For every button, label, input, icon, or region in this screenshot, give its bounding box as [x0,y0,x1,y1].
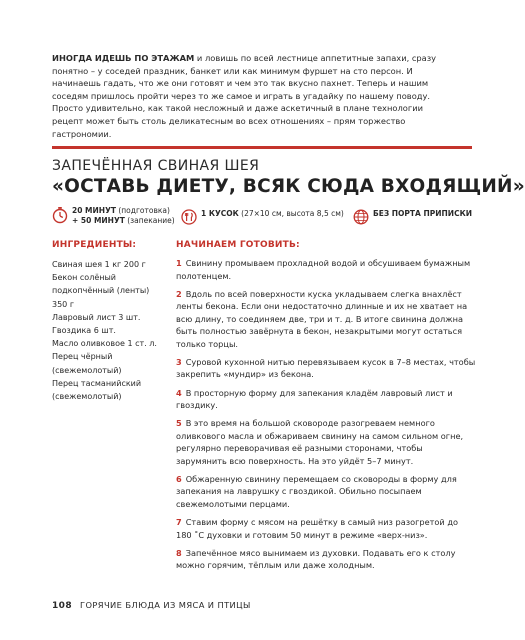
globe-icon [353,209,369,225]
intro-text: и ловишь по всей лестнице аппетитные запахи, сразу понятно – у соседей праздник, банкет или как минимум фуршет на сто персон. И начинаешь гадать, что же они готовят и чем это так вкусно пахнет. Теперь и нашим соседям пришлось пройти через то же самое и играть в угадайку по нашему поводу. Просто удивительно, как такой несложный и даже аскетичный в плане технологии рецепт может быть столь деликатесным во всех отношениях – прям торжество гастрономии. [52,53,437,139]
servings-value: 1 КУСОК [201,209,239,218]
servings-note: (27×10 см, высота 8,5 см) [238,209,344,218]
ingredient-item: 350 г [52,299,75,309]
ingredient-item: подкопчённый (ленты) [52,286,150,296]
steps-heading: НАЧИНАЕМ ГОТОВИТЬ: [176,240,300,250]
ingredients-heading: ИНГРЕДИЕНТЫ: [52,240,137,250]
ingredient-item: (свежемолотый) [52,392,122,402]
time-bake-value: + 50 МИНУТ [72,216,125,225]
meta-servings [181,209,344,225]
page-footer [52,600,251,611]
intro-paragraph [52,52,452,140]
ingredient-item: Перец чёрный [52,352,113,362]
step-item [176,288,476,351]
step-item [176,356,476,381]
time-bake-note: (запекание) [124,216,175,225]
page-number: 108 [52,601,72,611]
intro-lead: ИНОГДА ИДЕШЬ ПО ЭТАЖАМ [52,53,195,63]
step-number: 1 [176,258,182,268]
ingredient-item: Масло оливковое 1 ст. л. [52,339,157,349]
step-item [176,547,476,572]
time-prep-value: 20 МИНУТ [72,206,116,215]
step-number: 4 [176,387,182,398]
step-number: 3 [176,356,182,367]
step-item [176,417,476,467]
ingredient-item: Свиная шея 1 кг 200 г [52,260,146,269]
step-text: Свинину промываем прохладной водой и обсушиваем бумажным полотенцем. [176,258,471,281]
ingredient-item: Гвоздика 6 шт. [52,326,116,336]
step-item [176,387,476,412]
clock-icon [52,206,68,224]
recipe-title: «ОСТАВЬ ДИЕТУ, ВСЯК СЮДА ВХОДЯЩИЙ» [52,176,525,197]
ingredient-item: (свежемолотый) [52,365,122,375]
meta-time [52,206,175,226]
step-item [176,516,476,541]
step-text: Суровой кухонной нитью перевязываем кусок в 7–8 местах, чтобы закрепить «мундир» из бекона. [176,356,476,380]
ingredients-list [52,258,162,403]
step-number: 5 [176,418,182,429]
section-divider [52,146,472,149]
ingredient-item: Бекон солёный [52,273,116,283]
step-text: Вдоль по всей поверхности куска укладываем слегка внахлёст ленты бекона. Если они недостаточно длинные и их не хватает на всю длину, то соединяем две, три и т. д. В итоге свинина должна быть полностью завёрнута в бекон, незакрытыми могут остаться только торцы. [176,288,468,349]
step-number: 7 [176,517,182,528]
ingredient-item: Перец тасманийский [52,378,142,388]
recipe-subtitle: ЗАПЕЧЁННАЯ СВИНАЯ ШЕЯ [52,158,260,174]
step-text: В просторную форму для запекания кладём лавровый лист и гвоздику. [176,387,453,411]
step-text: Обжаренную свинину перемещаем со сковороды в форму для запекания на лаврушку с гвоздикой. Обильно посыпаем свежемолотыми перцами. [176,473,457,509]
step-item [176,257,476,282]
step-number: 2 [176,288,182,299]
section-name: ГОРЯЧИЕ БЛЮДА ИЗ МЯСА И ПТИЦЫ [80,600,251,610]
origin-value: БЕЗ ПОРТА ПРИПИСКИ [373,209,472,218]
step-text: Ставим форму с мясом на решётку в самый низ разогретой до 180 ˚С духовки и готовим 50 минут в режиме «верх-низ». [176,517,458,540]
meta-origin [353,209,472,225]
steps-list [176,257,476,578]
ingredient-item: Лавровый лист 3 шт. [52,312,141,322]
step-text: Запечённое мясо вынимаем из духовки. Подавать его к столу можно горячим, тёплым или даже холодным. [176,547,456,571]
cutlery-icon [181,209,197,225]
step-number: 8 [176,547,182,558]
step-item [176,473,476,511]
step-number: 6 [176,473,182,484]
step-text: В это время на большой сковороде разогреваем немного оливкового масла и обжариваем свинину на самом сильном огне, регулярно переворачивая её разными сторонами, чтобы зарумянить всю поверхность. На это уйдёт 5–7 минут. [176,418,464,466]
time-prep-note: (подготовка) [115,206,170,215]
